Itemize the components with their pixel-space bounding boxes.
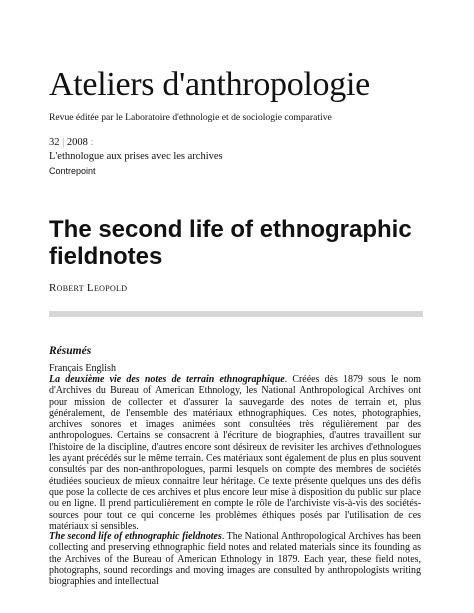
language-switcher — [49, 363, 116, 374]
abstract-french — [49, 374, 421, 532]
journal-subtitle: Revue éditée par le Laboratoire d'ethnologie et de sociologie comparative — [49, 112, 332, 123]
abstract-english-title: The second life of ethnographic fieldnotes — [49, 531, 222, 542]
section-divider — [49, 311, 423, 317]
language-link-english[interactable]: English — [85, 363, 116, 374]
issue-year[interactable]: 2008 — [66, 137, 88, 148]
article-title: The second life of ethnographic fieldnotes — [49, 216, 412, 270]
language-link-french[interactable]: Français — [49, 363, 83, 374]
journal-title[interactable]: Ateliers d'anthropologie — [49, 66, 370, 103]
abstract-french-text: . Créées dès 1879 sous le nom d'Archives du Bureau of American Ethnology, les National Anthropological Archives ont pour mission de collecter et d'assurer la sauvegarde des notes de terrain et, plus généralement, de l'ensemble des matériaux ethnographiques. Ces notes, photographies, archives sonores et images animées sont consultées très régulièrement par des anthropologues. Certains se consacrent à l'écriture de biographies, d'autres travaillent sur l'histoire de la discipline, d'autres encore sont désireux de revisiter les archives d'ethnologues les ayant précédés sur le même terrain. Ces matériaux sont également de plus en plus souvent consultés par des non-anthropologues, parmi lesquels on compte des membres de sociétés étudiées soucieux de mieux connaitre leur héritage. Ce texte présente quelques uns des défis que pose la collecte de ces archives et plus encore leur mise à disposition du public sur place ou en ligne. Il prend particulièrement en compte le rôle de l'archiviste vis-à-vis des sociétés-sources pour tout ce qui concerne les problèmes éthiques posés par l'utilisation de ces matériaux si sensibles. — [49, 374, 422, 532]
article-author[interactable]: Robert Leopold — [49, 282, 128, 294]
abstract-english — [49, 531, 421, 587]
issue-separator: | — [62, 137, 65, 148]
issue-line — [49, 137, 93, 148]
issue-number[interactable]: 32 — [49, 137, 60, 148]
issue-theme[interactable]: L'ethnologue aux prises avec les archives — [49, 151, 223, 162]
abstract-english-text: . The National Anthropological Archives has been collecting and preserving ethnographic field notes and related materials since its founding as the Archives of the Bureau of American Ethnology in 1879. Each year, these field notes, photographs, sound recordings and moving images are consulted by anthropologists writing biographies and intellectual — [49, 531, 421, 588]
abstract-french-title: La deuxième vie des notes de terrain ethnographique — [49, 374, 285, 385]
issue-section: Contrepoint — [49, 166, 96, 176]
issue-dots: : — [90, 137, 94, 148]
resumes-heading: Résumés — [49, 345, 92, 357]
